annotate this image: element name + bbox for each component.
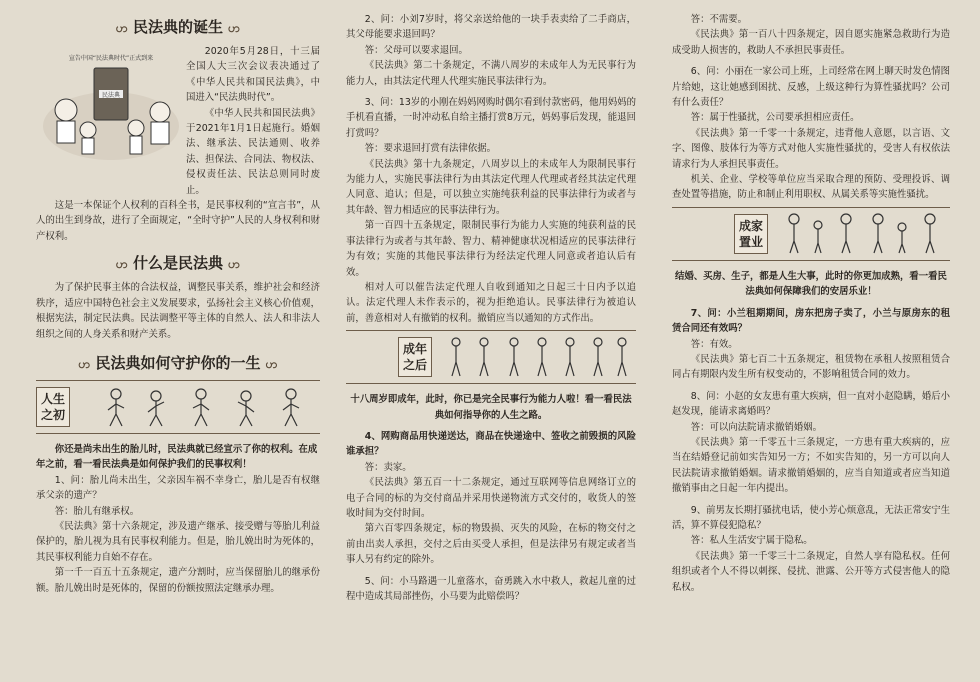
question: 9、前男友长期打骚扰电话，使小芳心烦意乱，无法正常安宁生活，算不算侵犯隐私？ <box>672 504 950 531</box>
life-stage-banner <box>36 380 320 434</box>
section-heading-guard: ဟ 民法典如何守护你的一生 ဟ <box>78 353 278 372</box>
question: 7、问：小兰租期期间，房东把房子卖了，小兰与原房东的租赁合同还有效吗？ <box>672 307 950 335</box>
answer-detail: 第一百四十五条规定，限制民事行为能力人实施的纯获利益的民事法律行为或者与其年龄、智力、精神健康状况相适应的民事法律行为有效；实施的其他民事法律行为经法定代理人同意或者追认后有效。 <box>346 220 636 278</box>
answer-detail: 《民法典》第七百二十五条规定，租赁物在承租人按照租赁合同占有期限内发生所有权变动的，不影响租赁合同的效力。 <box>672 353 950 381</box>
answer: 答：要求退回打赏有法律依据。 <box>364 143 497 155</box>
column-3 <box>664 12 958 672</box>
answer: 答：父母可以要求退回。 <box>364 44 468 56</box>
ornament-icon: ဟ <box>116 21 128 35</box>
stage-lead: 十八周岁即成年，此时，你已是完全民事行为能力人啦！看一看民法典如何指导你的人生之路。 <box>350 394 632 421</box>
answer: 答：不需要。 <box>690 14 748 25</box>
answer: 答：胎儿有继承权。 <box>54 505 140 517</box>
question: 8、问：小赵的女友患有重大疾病，但一直对小赵隐瞒，婚后小赵发现，能请求离婚吗？ <box>672 390 950 418</box>
answer-detail: 《民法典》第一千零三十二条规定，自然人享有隐私权。任何组织或者个人不得以刺探、侵扰、泄露、公开等方式侵害他人的隐私权。 <box>672 550 950 593</box>
ornament-icon: ဟ <box>228 257 240 272</box>
answer-detail: 《民法典》第二十条规定，不满八周岁的未成年人为无民事行为能力人，由其法定代理人代理实施民事法律行为。 <box>346 60 636 87</box>
question: 3、问：13岁的小刚在妈妈网购时偶尔看到付款密码，他用妈妈的手机看直播，一时冲动私自给主播打赏8万元，妈妈事后发现，能退回打赏吗？ <box>346 97 636 139</box>
intro-paragraph: 这是一本保证个人权利的百科全书，是民事权利的“宣言书”，从人的出生到身故，进行了全面规定，“全时守护”人民的人身权利和财产权利。 <box>36 200 320 242</box>
answer-detail: 《民法典》第一千零一十条规定，违背他人意愿，以言语、文字、图像、肢体行为等方式对他人实施性骚扰的，受害人有权依法请求行为人承担民事责任。 <box>672 127 950 170</box>
section-heading-birth: ဟ 民法典的诞生 ဟ <box>116 18 240 36</box>
answer: 答：卖家。 <box>364 461 412 473</box>
life-stage-banner <box>346 330 636 384</box>
definition-paragraph: 为了保护民事主体的合法权益，调整民事关系，维护社会和经济秩序，适应中国特色社会主义发展要求，弘扬社会主义核心价值观，根据宪法，制定民法典。民法调整平等主体的自然人、法人和非法人组织之间的人身关系和财产关系。 <box>36 282 320 340</box>
column-2 <box>338 12 644 672</box>
banner-tag: 成家置业 <box>734 214 768 254</box>
ornament-icon: ဟ <box>116 257 128 272</box>
answer-detail: 《民法典》第五百一十二条规定，通过互联网等信息网络订立的电子合同的标的为交付商品并采用快递物流方式交付的，收货人的签收时间为交付时间。 <box>346 477 636 519</box>
column-1 <box>28 12 328 672</box>
answer: 答：属于性骚扰，公司要承担相应责任。 <box>690 112 860 124</box>
answer: 答：私人生活安宁属于隐私。 <box>690 535 813 547</box>
banner-tag: 人生之初 <box>36 387 70 427</box>
answer-detail: 机关、企业、学校等单位应当采取合理的预防、受理投诉、调查处置等措施，防止和制止利用职权、从属关系等实施性骚扰。 <box>672 174 950 201</box>
answer-detail: 《民法典》第一千零五十三条规定，一方患有重大疾病的，应当在结婚登记前如实告知另一方；不如实告知的，另一方可以向人民法院请求撤销婚姻。请求撤销婚姻的，应当自知道或者应当知道撤销事由之日起一年内提出。 <box>672 436 950 495</box>
answer-detail: 《民法典》第一百八十四条规定，因自愿实施紧急救助行为造成受助人损害的，救助人不承担民事责任。 <box>672 29 950 56</box>
children-playing-illustration <box>96 384 316 430</box>
intro-paragraph: 《中华人民共和国民法典》于2021年1月1日起施行。婚姻法、继承法、民法通则、收养法、担保法、合同法、物权法、侵权责任法、民法总则同时废止。 <box>186 107 320 196</box>
answer: 答：有效。 <box>690 338 738 350</box>
banner-tag: 成年之后 <box>398 337 432 377</box>
section-heading-what: ဟ 什么是民法典 ဟ <box>116 254 240 273</box>
ornament-icon: ဟ <box>228 21 240 35</box>
answer: 答：可以向法院请求撤销婚姻。 <box>690 421 823 433</box>
question: 4、网购商品用快递送达，商品在快递途中、签收之前毁损的风险谁承担？ <box>346 430 636 458</box>
answer-detail: 《民法典》第十九条规定，八周岁以上的未成年人为限制民事行为能力人，实施民事法律行为由其法定代理人代理或者经其法定代理人同意、追认；但是，可以独立实施纯获利益的民事法律行为或者与其年龄、智力相适应的民事法律行为。 <box>346 158 636 216</box>
answer-detail: 第一千一百五十五条规定，遗产分割时，应当保留胎儿的继承份额。胎儿娩出时是死体的，保留的份额按照法定继承办理。 <box>36 567 320 594</box>
question: 5、问：小马路遇一儿童落水，奋勇跳入水中救人，救起儿童的过程中造成其局部挫伤，小马要为此赔偿吗？ <box>346 575 636 602</box>
book-label: 民法典 <box>101 92 121 99</box>
stage-lead: 结婚、买房、生子，都是人生大事，此时的你更加成熟，看一看民法典如何保障我们的安居乐业！ <box>675 270 947 298</box>
ornament-icon: ဟ <box>78 356 91 371</box>
answer-detail: 《民法典》第十六条规定，涉及遗产继承、接受赠与等胎儿利益保护的，胎儿视为具有民事权利能力。但是，胎儿娩出时为死体的，其民事权利能力自始不存在。 <box>36 520 320 563</box>
question: 1、问：胎儿尚未出生，父亲因车祸不幸身亡，胎儿是否有权继承父亲的遗产？ <box>36 474 320 502</box>
stage-lead: 你还是尚未出生的胎儿时，民法典就已经宣示了你的权利。在成年之前，看一看民法典是如何保护我们的民事权利！ <box>36 443 318 471</box>
ornament-icon: ဟ <box>265 356 278 371</box>
family-illustration <box>778 211 948 257</box>
question: 6、问：小丽在一家公司上班，上司经常在网上聊天时发色情图片给她，这让她感到困扰、反感，上级这种行为算性骚扰吗？公司有什么责任？ <box>672 66 950 109</box>
answer-detail: 第六百零四条规定，标的物毁损、灭失的风险，在标的物交付之前由出卖人承担，交付之后由买受人承担，但是法律另有规定或者当事人另有约定的除外。 <box>346 523 636 566</box>
life-stage-banner <box>672 207 950 261</box>
answer-detail: 相对人可以催告法定代理人自收到通知之日起三十日内予以追认。法定代理人未作表示的，视为拒绝追认。民事法律行为被追认前，善意相对人有撤销的权利。撤销应当以通知的方式作出。 <box>346 281 636 324</box>
walking-people-illustration <box>442 334 632 380</box>
civil-code-book-illustration <box>36 48 186 166</box>
poster-text: 宣告中国“民法典时代”正式到来 <box>68 55 154 62</box>
intro-block <box>36 44 320 198</box>
question: 2、问：小刘7岁时，将父亲送给他的一块手表卖给了二手商店，其父母能要求退回吗？ <box>346 14 636 41</box>
intro-paragraph: 2020年5月28日，十三届全国人大三次会议表决通过了《中华人民共和国民法典》，中国进入“民法典时代”。 <box>186 46 320 104</box>
